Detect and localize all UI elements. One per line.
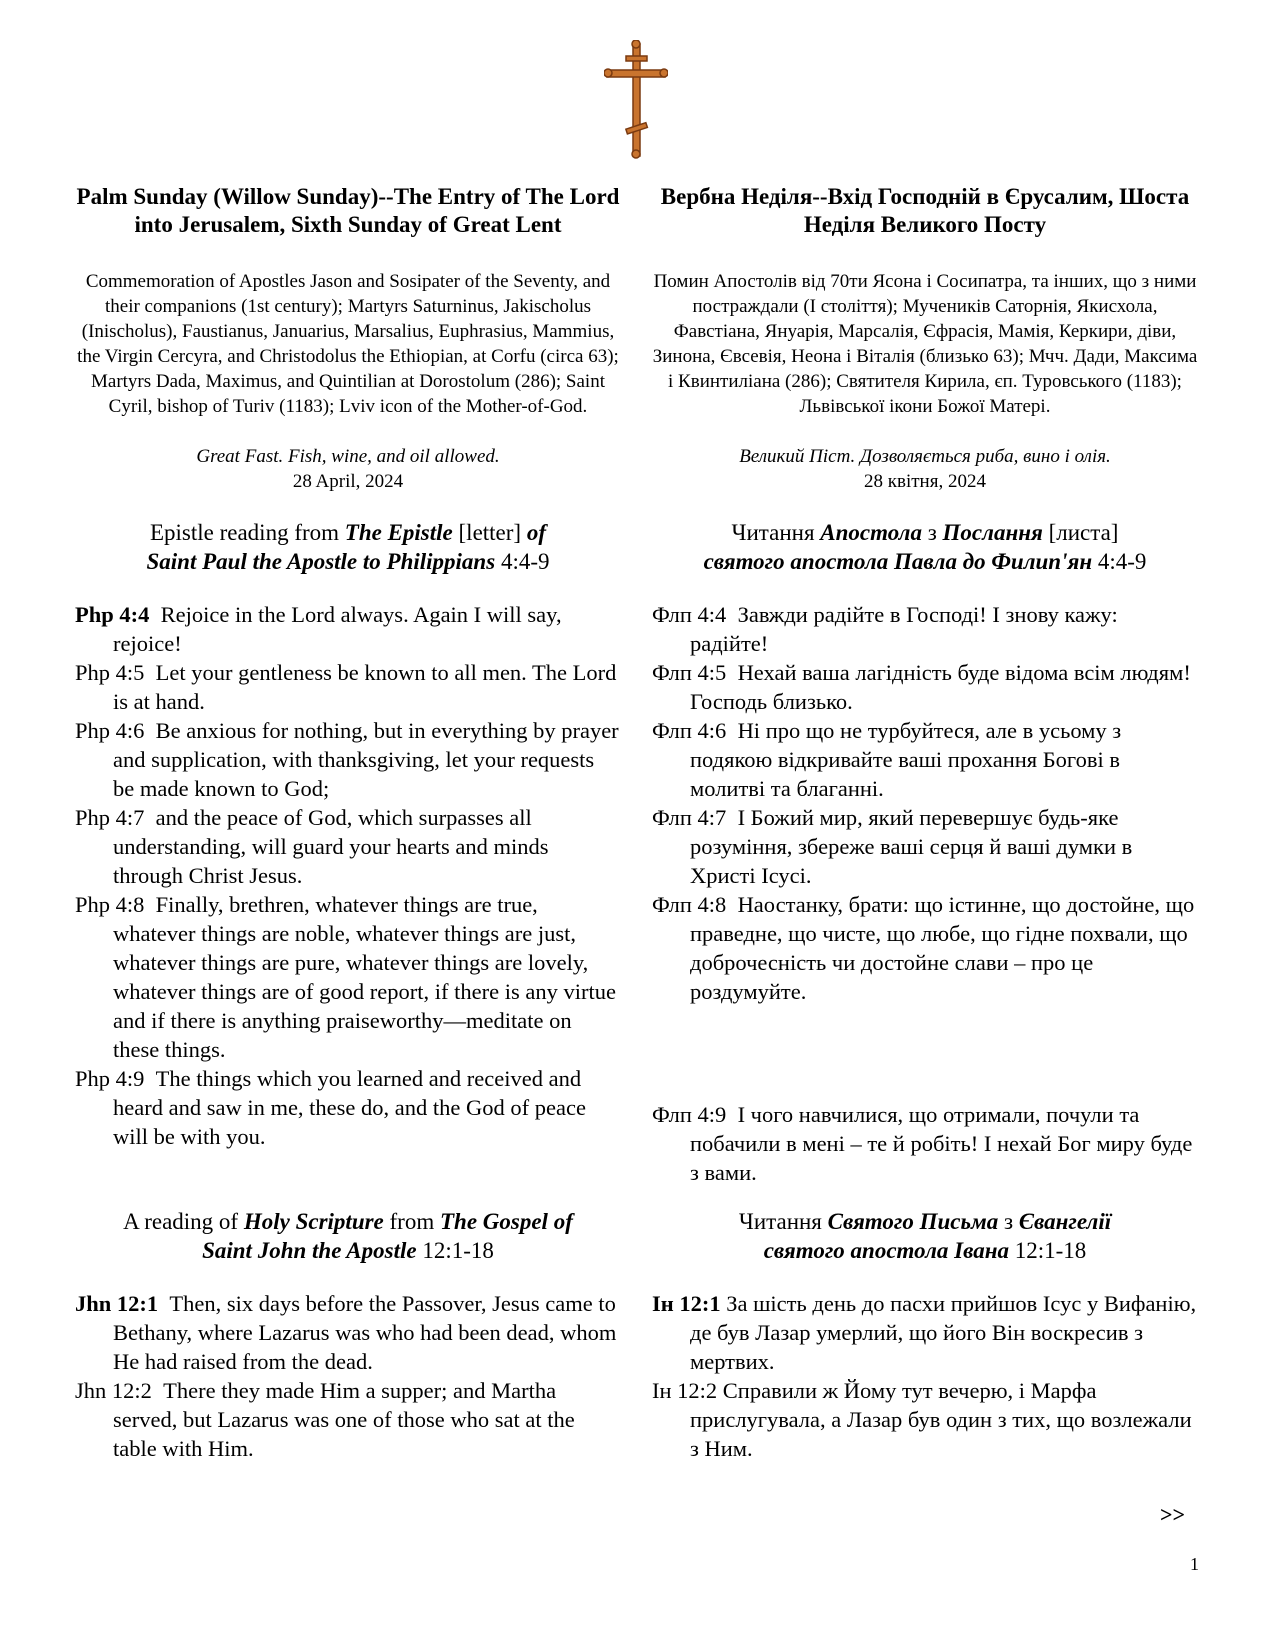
epistle-heading-text: Epistle reading from bbox=[149, 520, 345, 545]
verse bbox=[75, 658, 621, 716]
verse bbox=[75, 1064, 621, 1151]
gospel-heading-book: The Gospel of bbox=[439, 1209, 573, 1234]
gospel-heading-range: 12:1-18 bbox=[1008, 1238, 1087, 1263]
gospel-heading-uk bbox=[652, 1207, 1198, 1265]
english-gospel-section bbox=[75, 1207, 621, 1463]
gospel-heading-range: 12:1-18 bbox=[416, 1238, 494, 1263]
epistle-heading-range: 4:4-9 bbox=[1092, 549, 1147, 574]
epistle-heading-author: Saint Paul the Apostle to Philippians bbox=[146, 549, 496, 574]
commemoration-en: Commemoration of Apostles Jason and Sosipater of the Seventy, and their companions (1st century); Martyrs Saturninus, Jakischolus (Inischolus), Faustianus, Januarius, Marsalius, Euphrasius, Mammius, the Virgin Cercyra, and Christodolus the Ethiopian, at Corfu (circa 63); Martyrs Dada, Maximus, and Quintilian at Dorostolum (286); Saint Cyril, bishop of Turiv (1183); Lviv icon of the Mother-of-God. bbox=[77, 271, 619, 417]
verse-text: Finally, brethren, whatever things are true, whatever things are noble, whatever things are just, whatever things are pure, whatever things are lovely, whatever things are of good report, if there is any virtue and if there is anything praiseworthy—meditate on these things. bbox=[113, 892, 616, 1062]
verse bbox=[75, 890, 621, 1064]
epistle-heading-apostle: Апостола bbox=[820, 520, 922, 545]
epistle-heading-author: святого апостола Павла до Филип'ян bbox=[703, 549, 1093, 574]
orthodox-cross-icon bbox=[604, 40, 668, 160]
gospel-heading-text: A reading of bbox=[123, 1209, 244, 1234]
verse-ref: Jhn 12:2 bbox=[75, 1378, 152, 1403]
verse-ref: Флп 4:5 bbox=[652, 660, 727, 685]
epistle-heading-text: з bbox=[921, 520, 943, 545]
english-column bbox=[75, 183, 621, 1151]
verse-ref: Ін 12:2 bbox=[652, 1378, 718, 1403]
epistle-heading-text: [листа] bbox=[1042, 520, 1119, 545]
epistle-heading-of: of bbox=[526, 520, 547, 545]
gospel-heading-author: святого апостола Івана bbox=[763, 1238, 1009, 1263]
gospel-verses-uk bbox=[652, 1289, 1198, 1463]
epistle-verses-uk bbox=[652, 600, 1198, 1006]
verse-text: За шість день до пасхи прийшов Ісус у Вифанію, де був Лазар умерлий, що його Він воскресив з мертвих. bbox=[690, 1291, 1197, 1374]
verse bbox=[652, 600, 1198, 658]
verse bbox=[75, 803, 621, 890]
verse bbox=[652, 658, 1198, 716]
gospel-heading-book: Євангелії bbox=[1018, 1209, 1112, 1234]
verse-text: Let your gentleness be known to all men. The Lord is at hand. bbox=[113, 660, 617, 714]
verse-text: Завжди радійте в Господі! І знову кажу: радійте! bbox=[690, 602, 1118, 656]
verse-text: Then, six days before the Passover, Jesus came to Bethany, where Lazarus was who had been dead, whom He had raised from the dead. bbox=[113, 1291, 617, 1374]
gospel-heading-scripture: Holy Scripture bbox=[243, 1209, 384, 1234]
verse-text: І Божий мир, який перевершує будь-яке розуміння, збереже ваші серця й ваші думки в Христі Ісусі. bbox=[690, 805, 1133, 888]
epistle-verses-en bbox=[75, 600, 621, 1151]
verse-ref: Php 4:9 bbox=[75, 1066, 145, 1091]
gospel-heading-text: from bbox=[383, 1209, 440, 1234]
verse-ref: Php 4:6 bbox=[75, 718, 145, 743]
verse bbox=[652, 803, 1198, 890]
gospel-heading-author: Saint John the Apostle bbox=[202, 1238, 417, 1263]
epistle-heading-text: [letter] bbox=[452, 520, 527, 545]
commemoration-uk: Помин Апостолів від 70ти Ясона і Сосипатра, та інших, що з ними постраждали (I століття); Мучеників Саторнія, Якисхола, Фавстіана, Януарія, Марсалія, Єфрасія, Мамія, Керкири, діви, Зинона, Євсевія, Неона і Віталія (близько 63); Мчч. Дади, Максима і Квинтиліана (286); Святителя Кирила, єп. Туровського (1183); Львівської ікони Божої Матері. bbox=[652, 271, 1198, 417]
gospel-heading-text: з bbox=[998, 1209, 1019, 1234]
verse-ref: Флп 4:4 bbox=[652, 602, 727, 627]
verse-text: The things which you learned and received and heard and saw in me, these do, and the God of peace will be with you. bbox=[113, 1066, 586, 1149]
verse bbox=[652, 1289, 1198, 1376]
date-en: 28 April, 2024 bbox=[292, 471, 404, 492]
verse bbox=[75, 1289, 621, 1376]
verse bbox=[652, 1100, 1198, 1187]
verse-ref: Флп 4:6 bbox=[652, 718, 727, 743]
ukrainian-epistle-last-verse bbox=[652, 1100, 1198, 1187]
fast-rule-uk: Великий Піст. Дозволяється риба, вино і олія. bbox=[739, 446, 1111, 467]
verse-text: Наостанку, брати: що істинне, що достойне, що праведне, що чисте, що любе, що гідне похвали, що доброчесність чи достойне слави – про це роздумуйте. bbox=[690, 892, 1195, 1004]
fast-info-uk bbox=[652, 444, 1198, 494]
gospel-heading-en bbox=[75, 1207, 621, 1265]
verse-text: Be anxious for nothing, but in everything by prayer and supplication, with thanksgiving, let your requests be made known to God; bbox=[113, 718, 619, 801]
verse bbox=[75, 1376, 621, 1463]
page-number: 1 bbox=[1190, 1554, 1199, 1574]
epistle-heading-en bbox=[75, 518, 621, 576]
gospel-heading-scripture: Святого Письма bbox=[827, 1209, 999, 1234]
verse bbox=[75, 600, 621, 658]
ukrainian-column bbox=[652, 183, 1198, 1006]
verse bbox=[75, 716, 621, 803]
verse-text: Ні про що не турбуйтеся, але в усьому з подякою відкривайте ваші прохання Богові в молитві та благанні. bbox=[690, 718, 1122, 801]
verse bbox=[652, 1376, 1198, 1463]
epistle-heading-book: The Epistle bbox=[344, 520, 453, 545]
verse-ref: Php 4:7 bbox=[75, 805, 145, 830]
verse-ref: Ін 12:1 bbox=[652, 1291, 721, 1316]
verse-ref: Jhn 12:1 bbox=[75, 1291, 159, 1316]
verse bbox=[652, 716, 1198, 803]
verse-text: Rejoice in the Lord always. Again I will say, rejoice! bbox=[113, 602, 562, 656]
date-uk: 28 квітня, 2024 bbox=[864, 471, 986, 492]
gospel-heading-text: Читання bbox=[738, 1209, 828, 1234]
page-title-uk: Вербна Неділя--Вхід Господній в Єрусалим, Шоста Неділя Великого Посту bbox=[660, 184, 1190, 237]
gospel-verses-en bbox=[75, 1289, 621, 1463]
verse bbox=[652, 890, 1198, 1006]
verse-text: І чого навчилися, що отримали, почули та побачили в мені – те й робіть! І нехай Бог миру буде з вами. bbox=[690, 1102, 1193, 1185]
verse-ref: Php 4:8 bbox=[75, 892, 145, 917]
page-title-en: Palm Sunday (Willow Sunday)--The Entry of The Lord into Jerusalem, Sixth Sunday of Great Lent bbox=[76, 184, 620, 237]
epistle-heading-range: 4:4-9 bbox=[495, 549, 550, 574]
continue-marker: >> bbox=[1160, 1502, 1186, 1527]
verse-text: Нехай ваша лагідність буде відома всім людям! Господь близько. bbox=[690, 660, 1191, 714]
verse-ref: Флп 4:8 bbox=[652, 892, 727, 917]
verse-ref: Php 4:4 bbox=[75, 602, 150, 627]
verse-text: and the peace of God, which surpasses all understanding, will guard your hearts and minds through Christ Jesus. bbox=[113, 805, 549, 888]
epistle-heading-book: Послання bbox=[942, 520, 1043, 545]
verse-ref: Флп 4:7 bbox=[652, 805, 727, 830]
epistle-heading-uk bbox=[652, 518, 1198, 576]
fast-info-en bbox=[75, 444, 621, 494]
verse-text: Справили ж Йому тут вечерю, і Марфа прислугувала, а Лазар був один з тих, що возлежали з Ним. bbox=[690, 1378, 1192, 1461]
epistle-heading-text: Читання bbox=[731, 520, 821, 545]
verse-ref: Флп 4:9 bbox=[652, 1102, 727, 1127]
verse-text: There they made Him a supper; and Martha served, but Lazarus was one of those who sat at the table with Him. bbox=[113, 1378, 575, 1461]
fast-rule-en: Great Fast. Fish, wine, and oil allowed. bbox=[196, 446, 500, 467]
verse-ref: Php 4:5 bbox=[75, 660, 145, 685]
ukrainian-gospel-section bbox=[652, 1207, 1198, 1463]
